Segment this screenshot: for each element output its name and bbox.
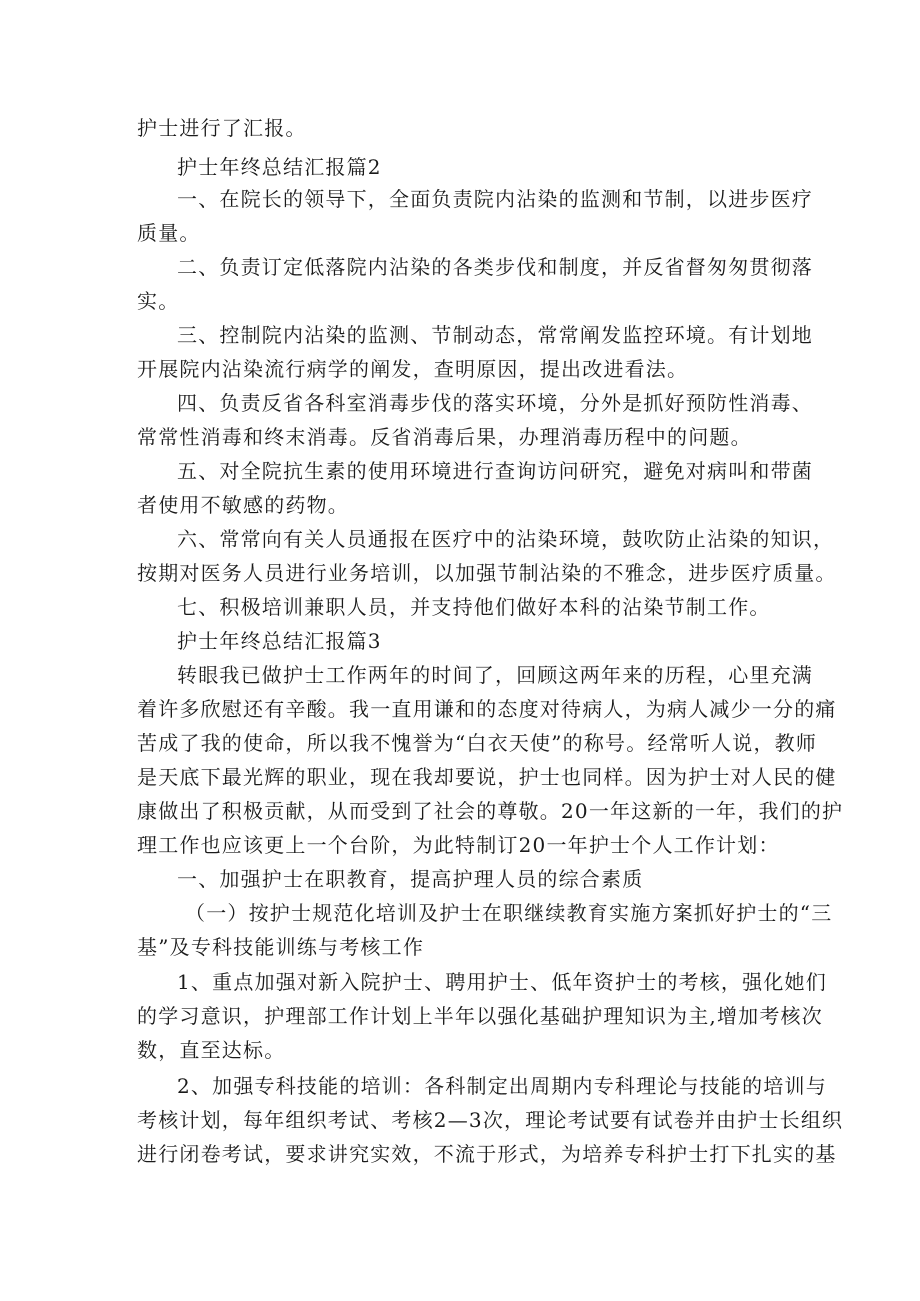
subsection-heading: 一、加强护士在职教育，提高护理人员的综合素质 [177, 867, 644, 891]
paragraph-line: 康做出了积极贡献，从而受到了社会的尊敬。20一年这新的一年，我们的护 [137, 799, 844, 823]
paragraph-line: 七、积极培训兼职人员，并支持他们做好本科的沾染节制工作。 [177, 595, 771, 619]
paragraph-line: 三、控制院内沾染的监测、节制动态，常常阐发监控环境。有计划地 [177, 323, 813, 347]
paragraph-line: 的学习意识，护理部工作计划上半年以强化基础护理知识为主,增加考核次 [137, 1004, 823, 1028]
paragraph-line: 理工作也应该更上一个台阶，为此特制订20一年护士个人工作计划： [137, 833, 780, 857]
paragraph-line: 基”及专科技能训练与考核工作 [137, 935, 425, 959]
paragraph-line: 1、重点加强对新入院护士、聘用护士、低年资护士的考核，强化她们 [177, 970, 827, 994]
paragraph-line: 是天底下最光辉的职业，现在我却要说，护士也同样。因为护士对人民的健 [137, 765, 837, 789]
paragraph-line: 苦成了我的使命，所以我不愧誉为“白衣天使”的称号。经常听人说，教师 [137, 731, 818, 755]
paragraph-line: 六、常常向有关人员通报在医疗中的沾染环境，鼓吹防止沾染的知识， [177, 527, 835, 551]
paragraph-line: 着许多欣慰还有辛酸。我一直用谦和的态度对待病人，为病人减少一分的痛 [137, 697, 837, 721]
paragraph-line: 二、负责订定低落院内沾染的各类步伐和制度，并反省督匆匆贯彻落 [177, 255, 813, 279]
paragraph-line: 开展院内沾染流行病学的阐发，查明原因，提出改进看法。 [137, 357, 689, 381]
paragraph-line: 数，直至达标。 [137, 1038, 286, 1062]
paragraph-line: 转眼我已做护士工作两年的时间了，回顾这两年来的历程，心里充满 [177, 663, 813, 687]
paragraph-line: 一、在院长的领导下，全面负责院内沾染的监测和节制，以进步医疗 [177, 187, 813, 211]
paragraph-line: 护士进行了汇报。 [137, 116, 307, 140]
paragraph-line: （一）按护士规范化培训及护士在职继续教育实施方案抓好护士的“三 [185, 901, 833, 925]
paragraph-line: 按期对医务人员进行业务培训，以加强节制沾染的不雅念，进步医疗质量。 [137, 561, 837, 585]
paragraph-line: 2、加强专科技能的培训：各科制定出周期内专科理论与技能的培训与 [177, 1074, 827, 1098]
section-heading: 护士年终总结汇报篇3 [177, 629, 382, 653]
paragraph-line: 常常性消毒和终末消毒。反省消毒后果，办理消毒历程中的问题。 [137, 425, 752, 449]
paragraph-line: 者使用不敏感的药物。 [137, 493, 349, 517]
paragraph-line: 质量。 [137, 221, 201, 245]
paragraph-line: 实。 [137, 289, 180, 313]
section-heading: 护士年终总结汇报篇2 [177, 155, 382, 179]
paragraph-line: 考核计划，每年组织考试、考核2—3次，理论考试要有试卷并由护士长组织 [137, 1108, 844, 1132]
paragraph-line: 五、对全院抗生素的使用环境进行查询访问研究，避免对病叫和带菌 [177, 459, 813, 483]
paragraph-line: 四、负责反省各科室消毒步伐的落实环境，分外是抓好预防性消毒、 [177, 391, 813, 415]
paragraph-line: 进行闭卷考试，要求讲究实效，不流于形式，为培养专科护士打下扎实的基 [137, 1142, 837, 1166]
